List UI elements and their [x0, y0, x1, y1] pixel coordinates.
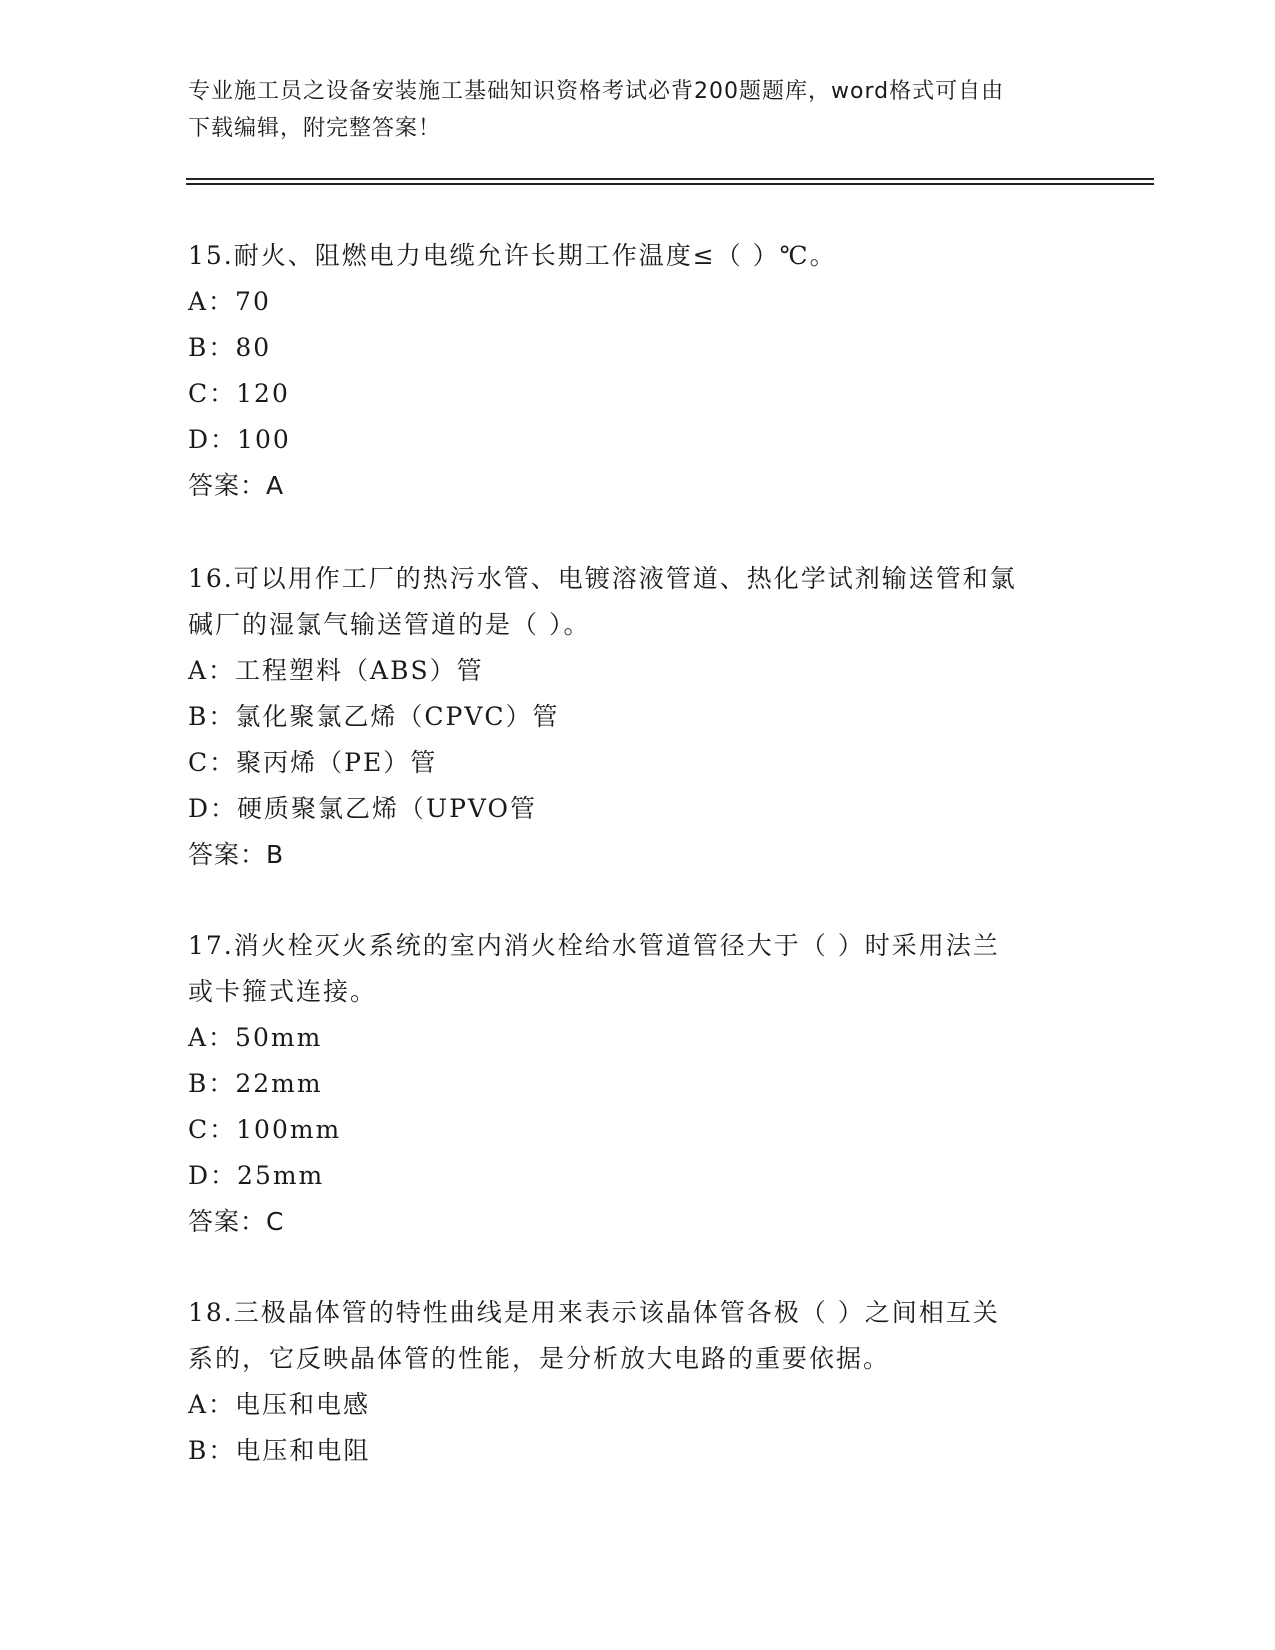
option-b: B：80	[188, 333, 272, 362]
question-stem: 16.可以用作工厂的热污水管、电镀溶液管道、热化学试剂输送管和氯	[188, 564, 1017, 593]
option-a: A：50mm	[188, 1023, 323, 1052]
option-c: C：聚丙烯（PE）管	[188, 748, 438, 777]
option-b: B：氯化聚氯乙烯（CPVC）管	[188, 702, 560, 731]
answer-label: 答案：C	[188, 1207, 285, 1236]
header-divider-bottom	[186, 183, 1154, 185]
question-stem: 15.耐火、阻燃电力电缆允许长期工作温度≤（ ）℃。	[188, 241, 837, 270]
answer-label: 答案：B	[188, 840, 285, 869]
option-d: D：硬质聚氯乙烯（UPVO管	[188, 794, 538, 823]
header-line-1: 专业施工员之设备安装施工基础知识资格考试必背200题题库，word格式可自由	[188, 79, 1005, 104]
question-18	[188, 1290, 1088, 1474]
option-a: A：70	[188, 287, 271, 316]
option-b: B：电压和电阻	[188, 1436, 371, 1465]
question-stem: 17.消火栓灭火系统的室内消火栓给水管道管径大于（ ）时采用法兰	[188, 931, 1000, 960]
option-d: D：100	[188, 425, 291, 454]
question-stem: 18.三极晶体管的特性曲线是用来表示该晶体管各极（ ）之间相互关	[188, 1298, 1000, 1327]
header-divider-top	[186, 178, 1154, 180]
question-stem-continued: 或卡箍式连接。	[188, 977, 378, 1006]
option-d: D：25mm	[188, 1161, 325, 1190]
question-stem-continued: 碱厂的湿氯气输送管道的是（ ）。	[188, 610, 591, 639]
option-a: A：电压和电感	[188, 1390, 371, 1419]
header-line-2: 下载编辑，附完整答案！	[188, 116, 442, 141]
option-c: C：100mm	[188, 1115, 342, 1144]
option-b: B：22mm	[188, 1069, 323, 1098]
question-17	[188, 923, 1088, 1245]
question-15	[188, 233, 1088, 509]
option-a: A：工程塑料（ABS）管	[188, 656, 484, 685]
question-16	[188, 556, 1088, 878]
option-c: C：120	[188, 379, 290, 408]
document-header	[188, 73, 1088, 147]
answer-label: 答案：A	[188, 471, 285, 500]
question-stem-continued: 系的，它反映晶体管的性能，是分析放大电路的重要依据。	[188, 1344, 891, 1373]
